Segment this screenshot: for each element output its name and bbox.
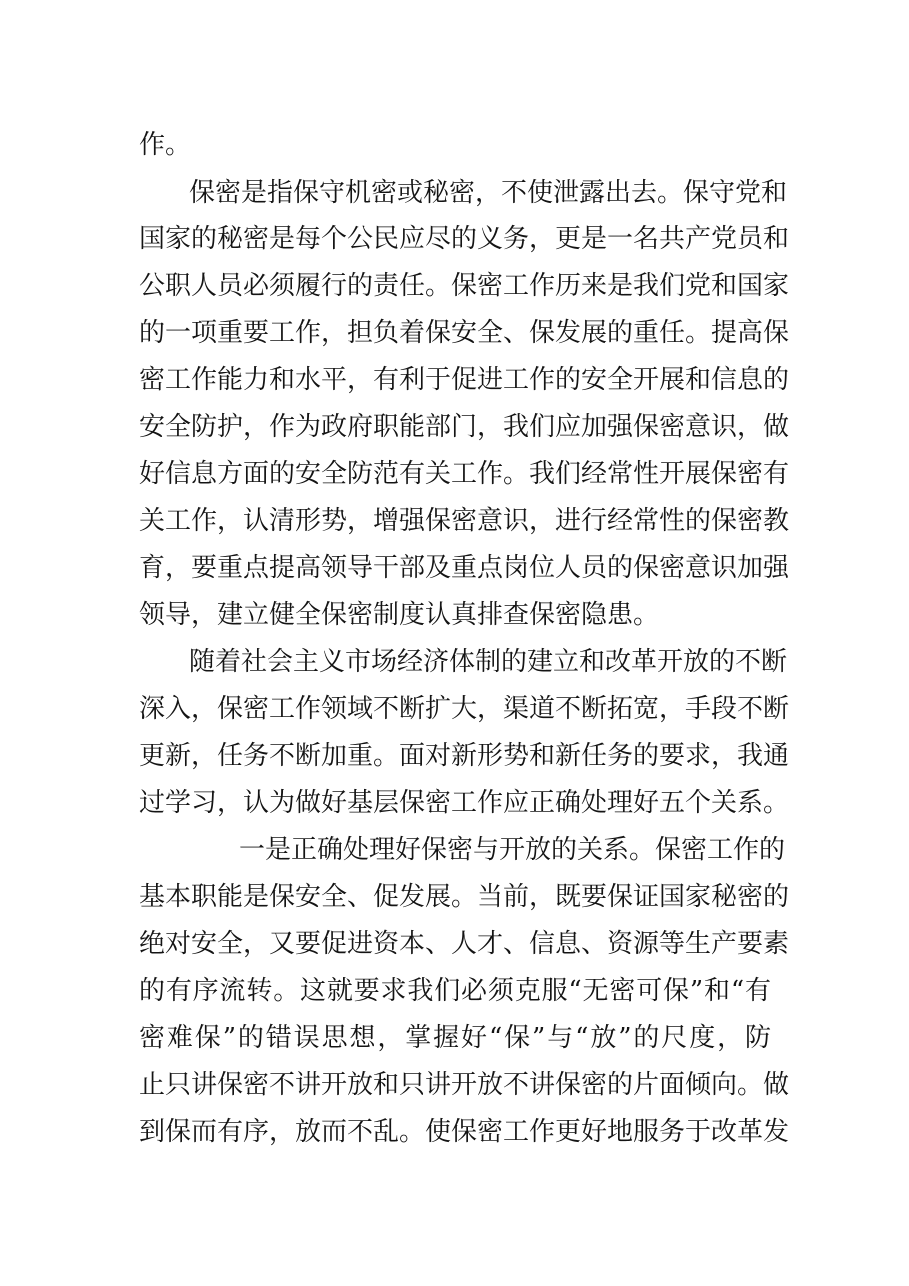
text-line: 密工作能力和水平，有利于促进工作的安全开展和信息的 xyxy=(139,365,790,395)
paragraph-first-line: 随着社会主义市场经济体制的建立和改革开放的不断 xyxy=(189,647,788,677)
text-line: 到保而有序，放而不乱。使保密工作更好地服务于改革发 xyxy=(139,1117,790,1147)
text-line: 基本职能是保安全、促发展。当前，既要保证国家秘密的 xyxy=(139,882,790,912)
text-line: 公职人员必须履行的责任。保密工作历来是我们党和国家 xyxy=(139,271,790,301)
text-line: 作。 xyxy=(139,130,192,160)
text-line: 的一项重要工作，担负着保安全、保发展的重任。提高保 xyxy=(139,318,790,348)
text-line: 育，要重点提高领导干部及重点岗位人员的保密意识加强 xyxy=(139,553,790,583)
text-line: 安全防护，作为政府职能部门，我们应加强保密意识，做 xyxy=(139,412,790,442)
text-line: 深入，保密工作领域不断扩大，渠道不断拓宽，手段不断 xyxy=(139,694,790,724)
text-line: 领导，建立健全保密制度认真排查保密隐患。 xyxy=(139,600,660,630)
text-line: 国家的秘密是每个公民应尽的义务，更是一名共产党员和 xyxy=(139,224,790,254)
text-line: 好信息方面的安全防范有关工作。我们经常性开展保密有 xyxy=(139,459,790,489)
text-line: 过学习，认为做好基层保密工作应正确处理好五个关系。 xyxy=(139,788,790,818)
text-line: 更新，任务不断加重。面对新形势和新任务的要求，我通 xyxy=(139,741,790,771)
text-line: 止只讲保密不讲开放和只讲开放不讲保密的片面倾向。做 xyxy=(139,1070,790,1100)
text-line: 绝对安全，又要促进资本、人才、信息、资源等生产要素 xyxy=(139,929,790,959)
paragraph-first-line: 一是正确处理好保密与开放的关系。保密工作的 xyxy=(239,835,786,865)
text-line: 的有序流转。这就要求我们必须克服“无密可保”和“有 xyxy=(139,976,771,1006)
paragraph-first-line: 保密是指保守机密或秘密，不使泄露出去。保守党和 xyxy=(189,178,788,208)
text-line: 密难保”的错误思想，掌握好“保”与“放”的尺度，防 xyxy=(139,1023,771,1053)
text-line: 关工作，认清形势，增强保密意识，进行经常性的保密教 xyxy=(139,506,790,536)
